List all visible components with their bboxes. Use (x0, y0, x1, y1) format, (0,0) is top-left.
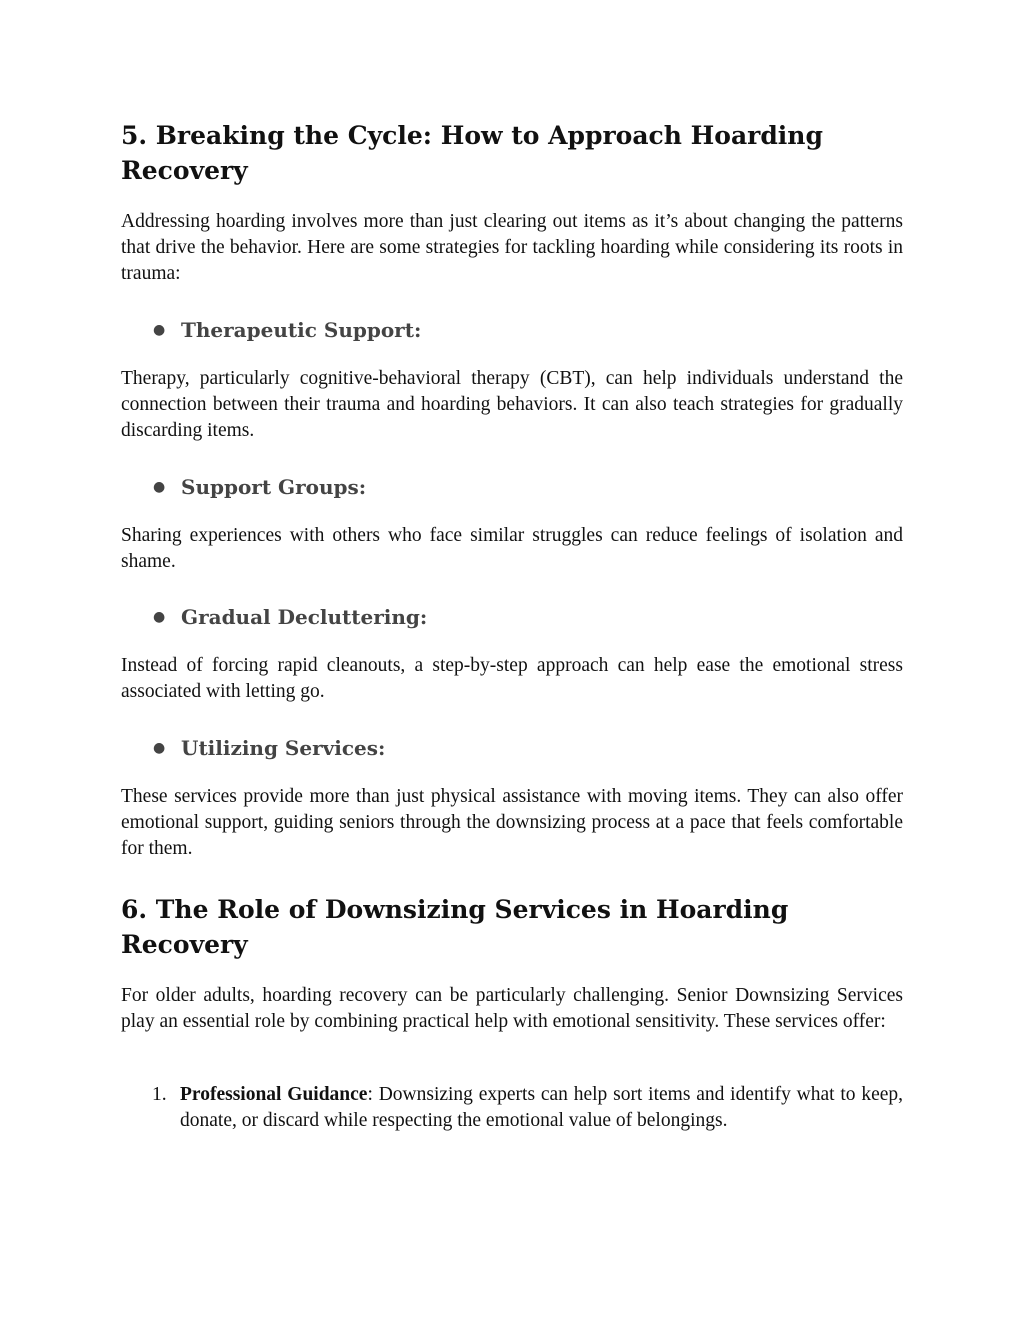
therapeutic-support-text: Therapy, particularly cognitive-behavioral therapy (CBT), can help individuals understand the connection between their trauma and hoarding behaviors. It can also teach strategies for gradually discarding items. (121, 368, 903, 441)
bullet-heading-support-groups (153, 472, 853, 502)
bullet-icon: ● (153, 740, 166, 756)
bullet-heading-gradual-decluttering (153, 602, 853, 632)
bullet-heading-therapeutic-support (153, 315, 853, 345)
list-item-term: Professional Guidance (180, 1084, 368, 1105)
section-5-intro: Addressing hoarding involves more than just clearing out items as it’s about changing the patterns that drive the behavior. Here are some strategies for tackling hoarding while considering its roots in trauma: (121, 211, 903, 284)
bullet-title: Therapeutic Support: (181, 318, 422, 342)
bullet-icon: ● (153, 609, 166, 625)
bullet-heading-utilizing-services (153, 733, 853, 763)
list-number: 1. (152, 1084, 167, 1105)
bullet-title: Support Groups: (181, 475, 367, 499)
bullet-title: Gradual Decluttering: (181, 605, 428, 629)
list-item-description: : Downsizing experts can help sort items and identify what to keep, donate, or discard while respecting the emotional value of belongings. (180, 1084, 904, 1131)
bullet-icon: ● (153, 322, 166, 338)
bullet-icon: ● (153, 479, 166, 495)
list-item-text (180, 1082, 903, 1134)
section-6-heading: 6. The Role of Downsizing Services in Hoarding Recovery (121, 895, 789, 959)
gradual-decluttering-text: Instead of forcing rapid cleanouts, a step-by-step approach can help ease the emotional stress associated with letting go. (121, 655, 903, 702)
bullet-title: Utilizing Services: (181, 736, 386, 760)
utilizing-services-text: These services provide more than just physical assistance with moving items. They can also offer emotional support, guiding seniors through the downsizing process at a pace that feels comfortable for them. (121, 786, 903, 859)
section-6-intro: For older adults, hoarding recovery can be particularly challenging. Senior Downsizing Services play an essential role by combining practical help with emotional sensitivity. These services offer: (121, 985, 903, 1032)
section-5-heading: 5. Breaking the Cycle: How to Approach Hoarding Recovery (121, 121, 823, 185)
support-groups-text: Sharing experiences with others who face similar struggles can reduce feelings of isolation and shame. (121, 525, 903, 572)
